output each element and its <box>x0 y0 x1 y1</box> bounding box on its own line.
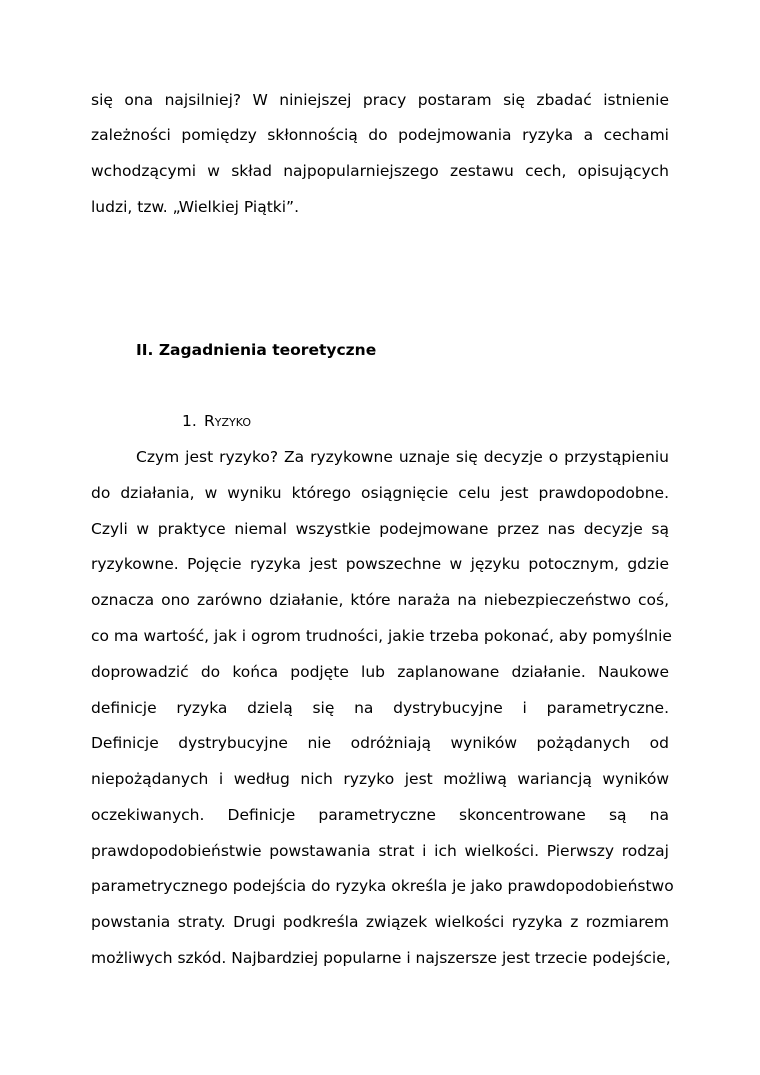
section-heading: II. Zagadnienia teoretyczne <box>136 341 377 359</box>
subsection-title: Ryzyko <box>204 412 252 430</box>
body-line-5: oznacza ono zarówno działanie, które naraża na niebezpieczeństwo coś, <box>91 591 669 609</box>
body-line-8: definicje ryzyka dzielą się na dystrybucyjne i parametryczne. <box>91 699 669 717</box>
body-line-3: Czyli w praktyce niemal wszystkie podejmowane przez nas decyzje są <box>91 520 669 538</box>
intro-line-1: się ona najsilniej? W niniejszej pracy postaram się zbadać istnienie <box>91 91 669 109</box>
body-line-15: możliwych szkód. Najbardziej popularne i najszersze jest trzecie podejście, <box>91 949 671 967</box>
body-line-2: do działania, w wyniku którego osiągnięcie celu jest prawdopodobne. <box>91 484 669 502</box>
body-line-11: oczekiwanych. Definicje parametryczne skoncentrowane są na <box>91 806 669 824</box>
body-line-10: niepożądanych i według nich ryzyko jest możliwą wariancją wyników <box>91 770 669 788</box>
body-line-4: ryzykowne. Pojęcie ryzyka jest powszechne w języku potocznym, gdzie <box>91 555 669 573</box>
body-line-14: powstania straty. Drugi podkreśla związek wielkości ryzyka z rozmiarem <box>91 913 669 931</box>
body-line-9: Definicje dystrybucyjne nie odróżniają wyników pożądanych od <box>91 734 669 752</box>
subsection-number: 1. <box>182 412 197 430</box>
body-line-6: co ma wartość, jak i ogrom trudności, jakie trzeba pokonać, aby pomyślnie <box>91 627 672 645</box>
body-line-13: parametrycznego podejścia do ryzyka określa je jako prawdopodobieństwo <box>91 877 674 895</box>
body-line-12: prawdopodobieństwie powstawania strat i ich wielkości. Pierwszy rodzaj <box>91 842 669 860</box>
body-line-1: Czym jest ryzyko? Za ryzykowne uznaje się decyzje o przystąpieniu <box>136 448 669 466</box>
intro-line-2: zależności pomiędzy skłonnością do podejmowania ryzyka a cechami <box>91 126 669 144</box>
intro-line-4: ludzi, tzw. „Wielkiej Piątki”. <box>91 198 300 216</box>
body-line-7: doprowadzić do końca podjęte lub zaplanowane działanie. Naukowe <box>91 663 669 681</box>
intro-line-3: wchodzącymi w skład najpopularniejszego zestawu cech, opisujących <box>91 162 669 180</box>
subsection-heading <box>182 411 251 431</box>
